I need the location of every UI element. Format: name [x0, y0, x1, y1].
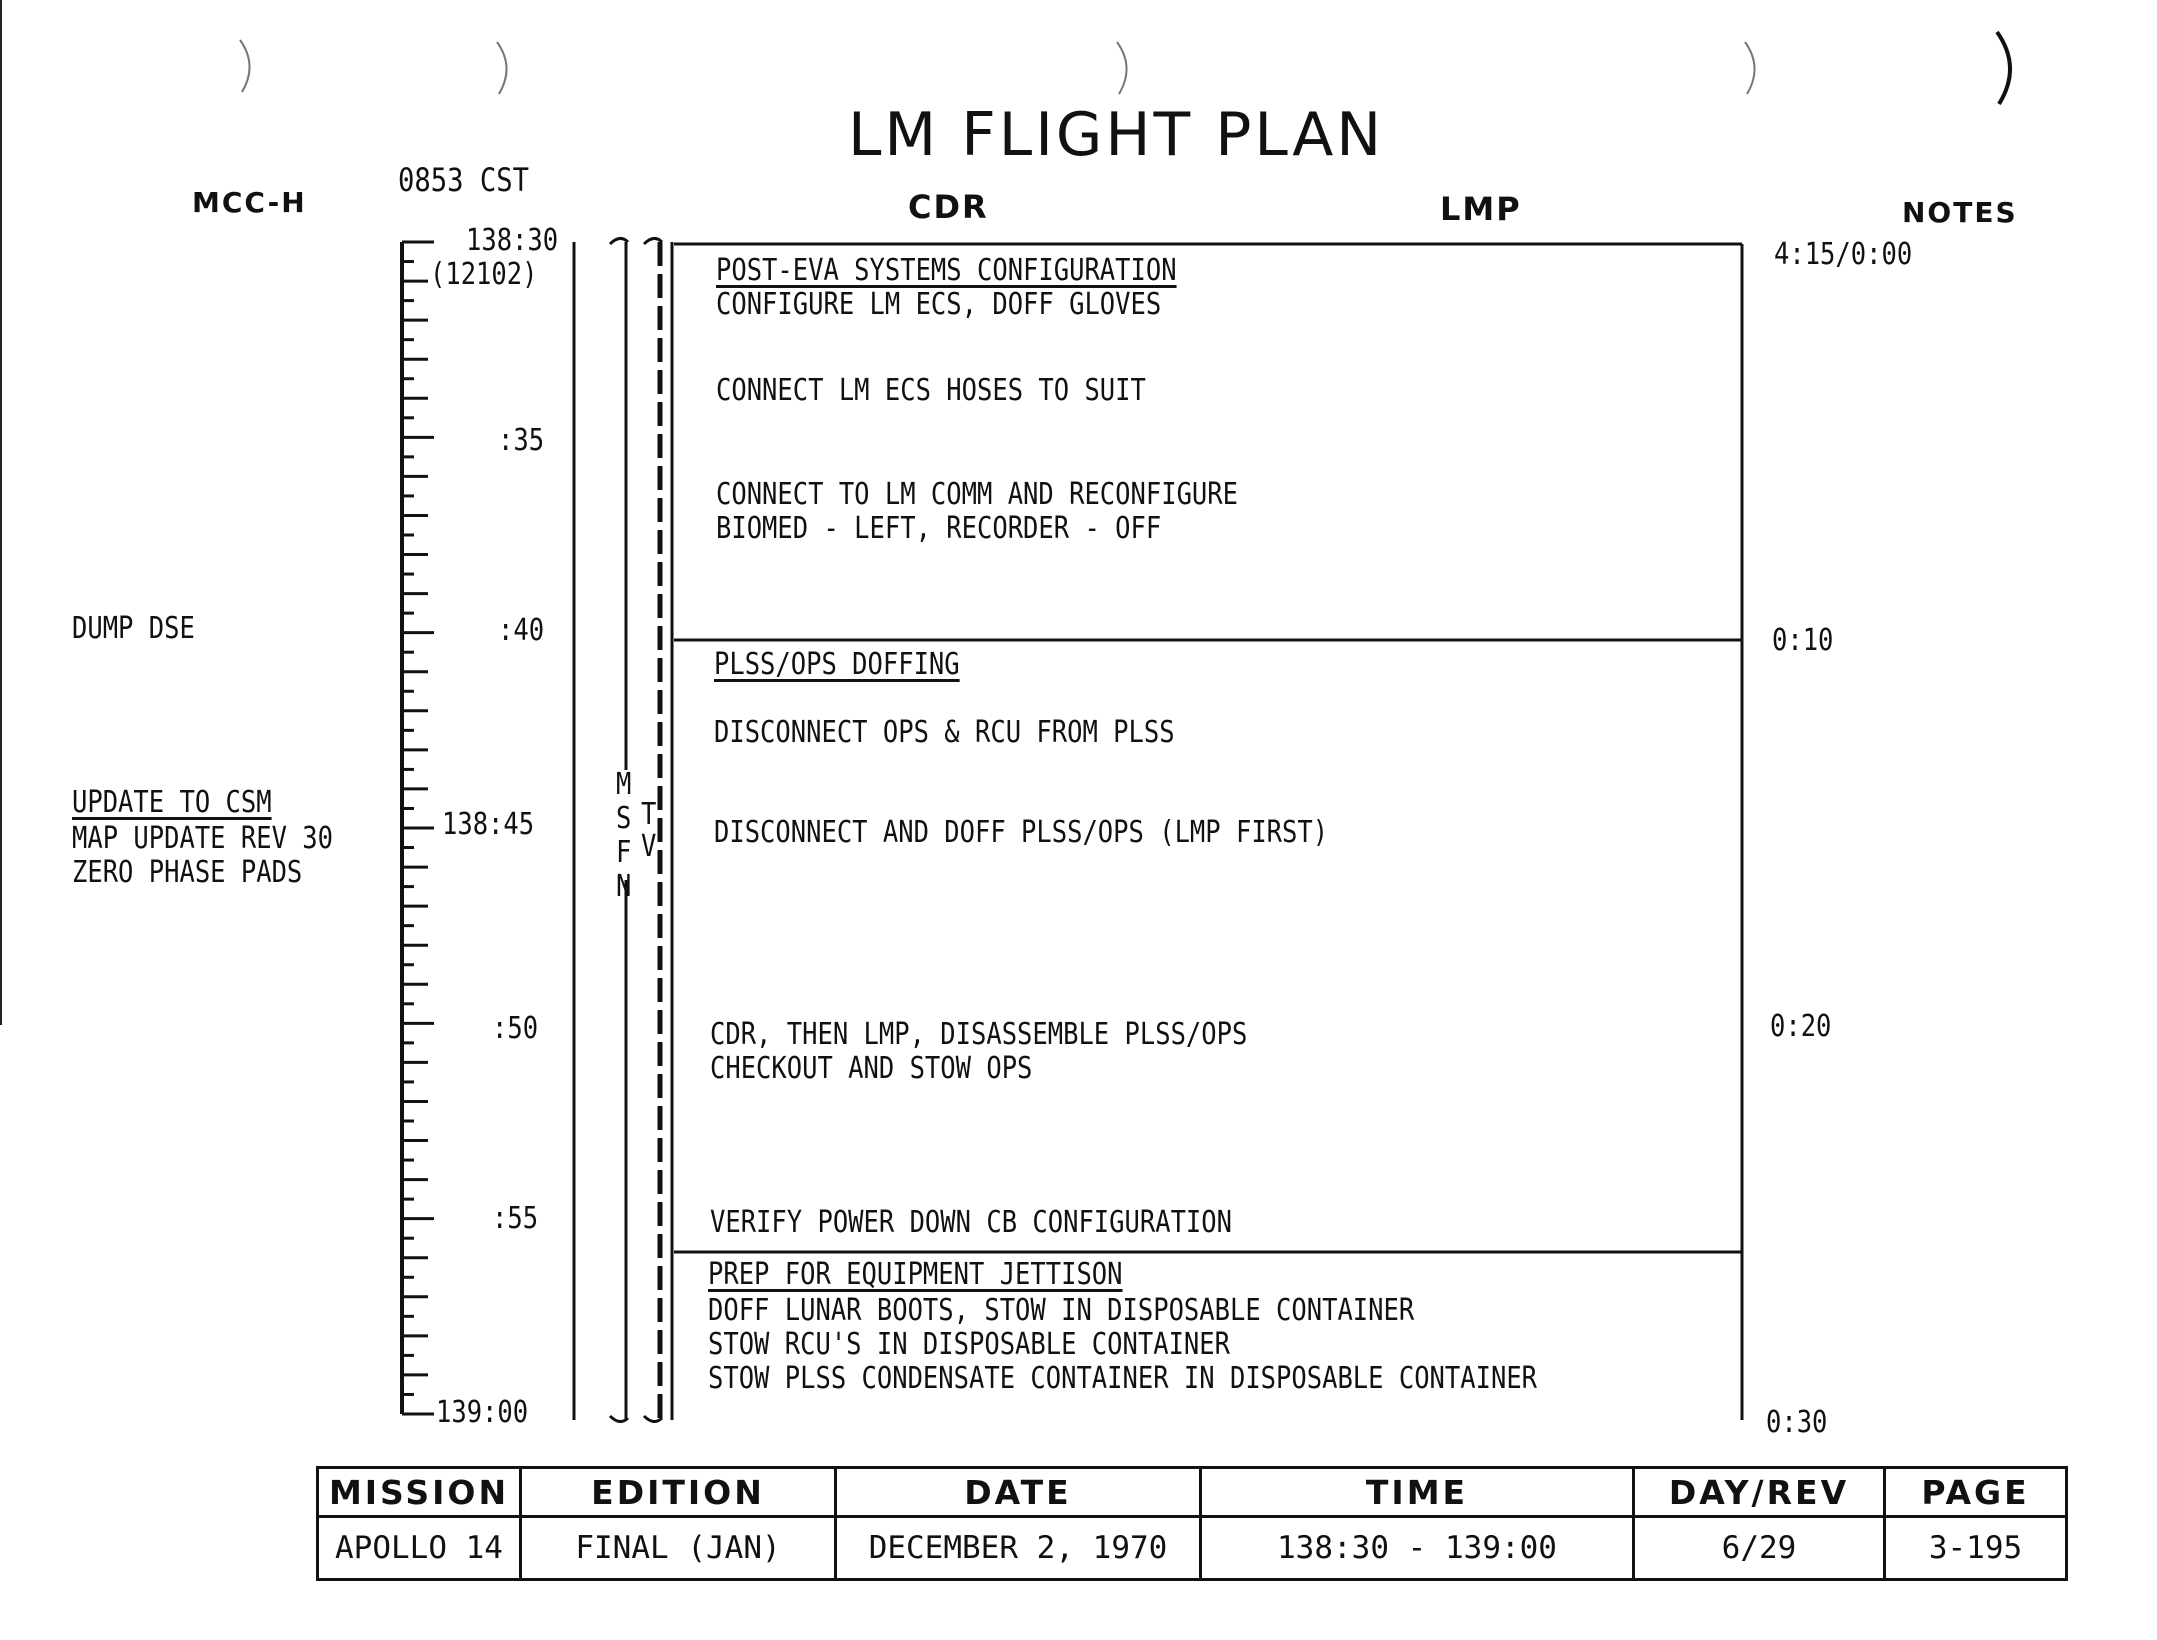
time-axis-label: :50	[492, 1011, 539, 1046]
time-axis-label: 139:00	[436, 1395, 529, 1430]
msfn-letter: M	[616, 767, 632, 802]
tv-letter: V	[641, 829, 657, 864]
footer-header: PAGE	[1885, 1468, 2067, 1517]
clock-time: 0853 CST	[398, 161, 530, 199]
msfn-letter: F	[616, 835, 632, 870]
footer-header: DATE	[836, 1468, 1201, 1517]
footer-table	[316, 1466, 2068, 1581]
time-axis-label: 138:45	[442, 807, 535, 842]
activity-line: CONFIGURE LM ECS, DOFF GLOVES	[716, 287, 1162, 322]
activity-heading: PLSS/OPS DOFFING	[714, 647, 960, 682]
activity-line: STOW PLSS CONDENSATE CONTAINER IN DISPOSABLE CONTAINER	[708, 1361, 1538, 1396]
mcc-note: DUMP DSE	[72, 611, 195, 646]
time-axis-label: :35	[498, 423, 545, 458]
footer-header: DAY/REV	[1634, 1468, 1885, 1517]
footer-value: FINAL (JAN)	[521, 1517, 836, 1580]
notes-column-header: NOTES	[1902, 196, 2018, 229]
binder-hole-mark	[497, 42, 507, 94]
elapsed-note: 0:30	[1766, 1405, 1828, 1440]
binder-hole-mark	[1117, 42, 1127, 94]
activity-line: BIOMED - LEFT, RECORDER - OFF	[716, 511, 1162, 546]
tv-letter: T	[641, 797, 657, 832]
mcc-note-heading: UPDATE TO CSM	[72, 785, 272, 820]
activity-line: STOW RCU'S IN DISPOSABLE CONTAINER	[708, 1327, 1230, 1362]
activity-heading: PREP FOR EQUIPMENT JETTISON	[708, 1257, 1123, 1292]
time-axis-label: :40	[498, 613, 545, 648]
elapsed-note: 4:15/0:00	[1774, 237, 1913, 272]
page-title: LM FLIGHT PLAN	[848, 100, 1385, 170]
time-axis-start: 138:30	[466, 223, 559, 258]
time-axis-label: :55	[492, 1201, 539, 1236]
binder-hole-mark	[1997, 32, 2010, 104]
mcc-column-header: MCC-H	[192, 186, 307, 219]
activity-line: CDR, THEN LMP, DISASSEMBLE PLSS/OPS	[710, 1017, 1248, 1052]
footer-value: 6/29	[1634, 1517, 1885, 1580]
activity-line: DOFF LUNAR BOOTS, STOW IN DISPOSABLE CONTAINER	[708, 1293, 1415, 1328]
time-axis-ruler	[0, 0, 480, 1440]
lmp-column-header: LMP	[1440, 190, 1522, 228]
footer-value: 3-195	[1885, 1517, 2067, 1580]
footer-value: 138:30 - 139:00	[1201, 1517, 1634, 1580]
binder-hole-mark	[1745, 42, 1755, 94]
footer-header: MISSION	[318, 1468, 521, 1517]
footer-header: EDITION	[521, 1468, 836, 1517]
activity-line: CONNECT LM ECS HOSES TO SUIT	[716, 373, 1146, 408]
activity-heading: POST-EVA SYSTEMS CONFIGURATION	[716, 253, 1177, 288]
mcc-note: MAP UPDATE REV 30	[72, 821, 333, 856]
activity-line: DISCONNECT OPS & RCU FROM PLSS	[714, 715, 1175, 750]
activity-line: VERIFY POWER DOWN CB CONFIGURATION	[710, 1205, 1232, 1240]
msfn-letter: S	[616, 801, 632, 836]
footer-value: DECEMBER 2, 1970	[836, 1517, 1201, 1580]
mcc-note: ZERO PHASE PADS	[72, 855, 303, 890]
elapsed-note: 0:20	[1770, 1009, 1832, 1044]
cdr-column-header: CDR	[908, 188, 989, 226]
activity-line: DISCONNECT AND DOFF PLSS/OPS (LMP FIRST)	[714, 815, 1329, 850]
elapsed-note: 0:10	[1772, 623, 1834, 658]
activity-line: CONNECT TO LM COMM AND RECONFIGURE	[716, 477, 1238, 512]
msfn-letter: N	[616, 869, 632, 904]
footer-value: APOLLO 14	[318, 1517, 521, 1580]
footer-header: TIME	[1201, 1468, 1634, 1517]
activity-line: CHECKOUT AND STOW OPS	[710, 1051, 1033, 1086]
rev-marker: (12102)	[430, 257, 538, 292]
